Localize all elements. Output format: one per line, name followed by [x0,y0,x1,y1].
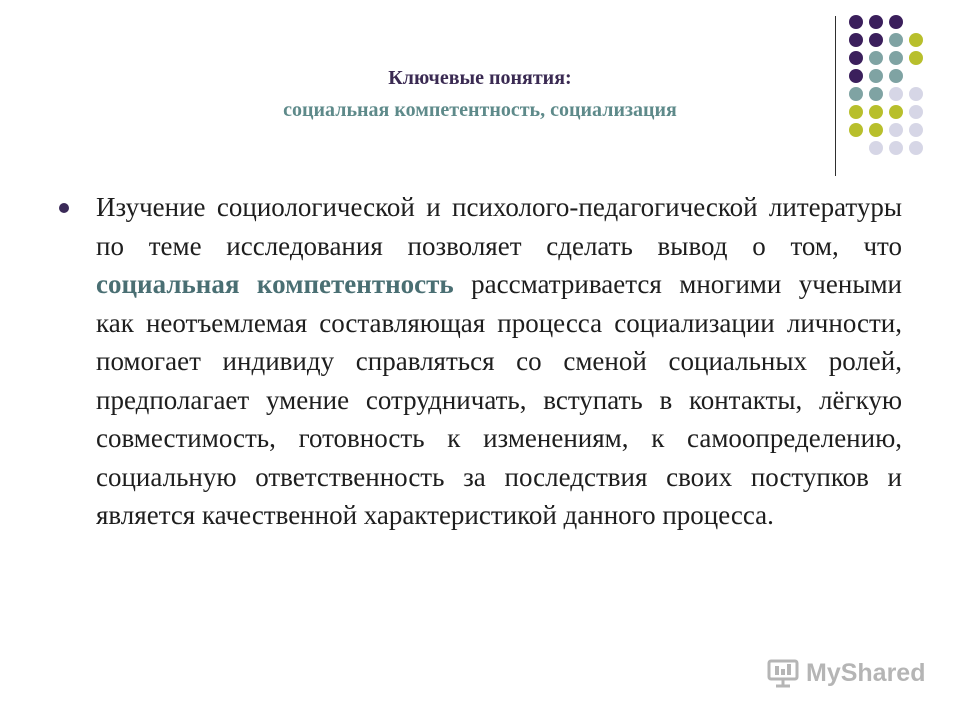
presentation-icon [766,658,800,688]
decorative-dot [909,141,923,155]
highlighted-term: социальная компетентность [96,269,454,299]
decorative-dot [849,105,863,119]
decorative-dot [909,105,923,119]
decorative-dot [889,69,903,83]
decorative-dot [869,105,883,119]
decorative-dot [869,15,883,29]
decorative-dot [849,51,863,65]
decorative-dot [889,141,903,155]
decorative-dot [869,51,883,65]
decorative-dot [889,87,903,101]
mysared-watermark [766,658,925,688]
decorative-dot [849,33,863,47]
decorative-dot [869,123,883,137]
watermark-text: MyShared [806,658,926,687]
decorative-dot [889,15,903,29]
body-paragraph [96,188,902,535]
decorative-dot [889,105,903,119]
decorative-dot [849,123,863,137]
decorative-dot [909,33,923,47]
decorative-dot [869,33,883,47]
decorative-dot [909,87,923,101]
decorative-dot [869,69,883,83]
decorative-dot [869,141,883,155]
decorative-dot [849,87,863,101]
body-text-end: рассматривается многими учеными как неотъемлемая составляющая процесса социализации личности, помогает индивиду справляться со сменой социальных ролей, предполагает умение сотрудничать, вступать в контакты, лёгкую совместимость, готовность к изменениям, к самоопределению, социальную ответственность за последствия своих поступков и является качественной характеристикой данного процесса. [96,269,902,530]
bullet-icon [59,203,69,213]
decorative-dot [889,123,903,137]
decorative-dot [849,69,863,83]
divider-line [835,16,836,176]
body-text-start: Изучение социологической и психолого-педагогической литературы по теме исследования позволяет сделать вывод о том, что [96,192,902,261]
title-line-1: Ключевые понятия: [388,67,572,89]
title-line-2: социальная компетентность, социализация [283,99,677,121]
slide-title [150,62,810,126]
decorative-dot [909,123,923,137]
decorative-dot [869,87,883,101]
decorative-dot [889,33,903,47]
decorative-dot [849,15,863,29]
decorative-dot [909,51,923,65]
decorative-dot [889,51,903,65]
